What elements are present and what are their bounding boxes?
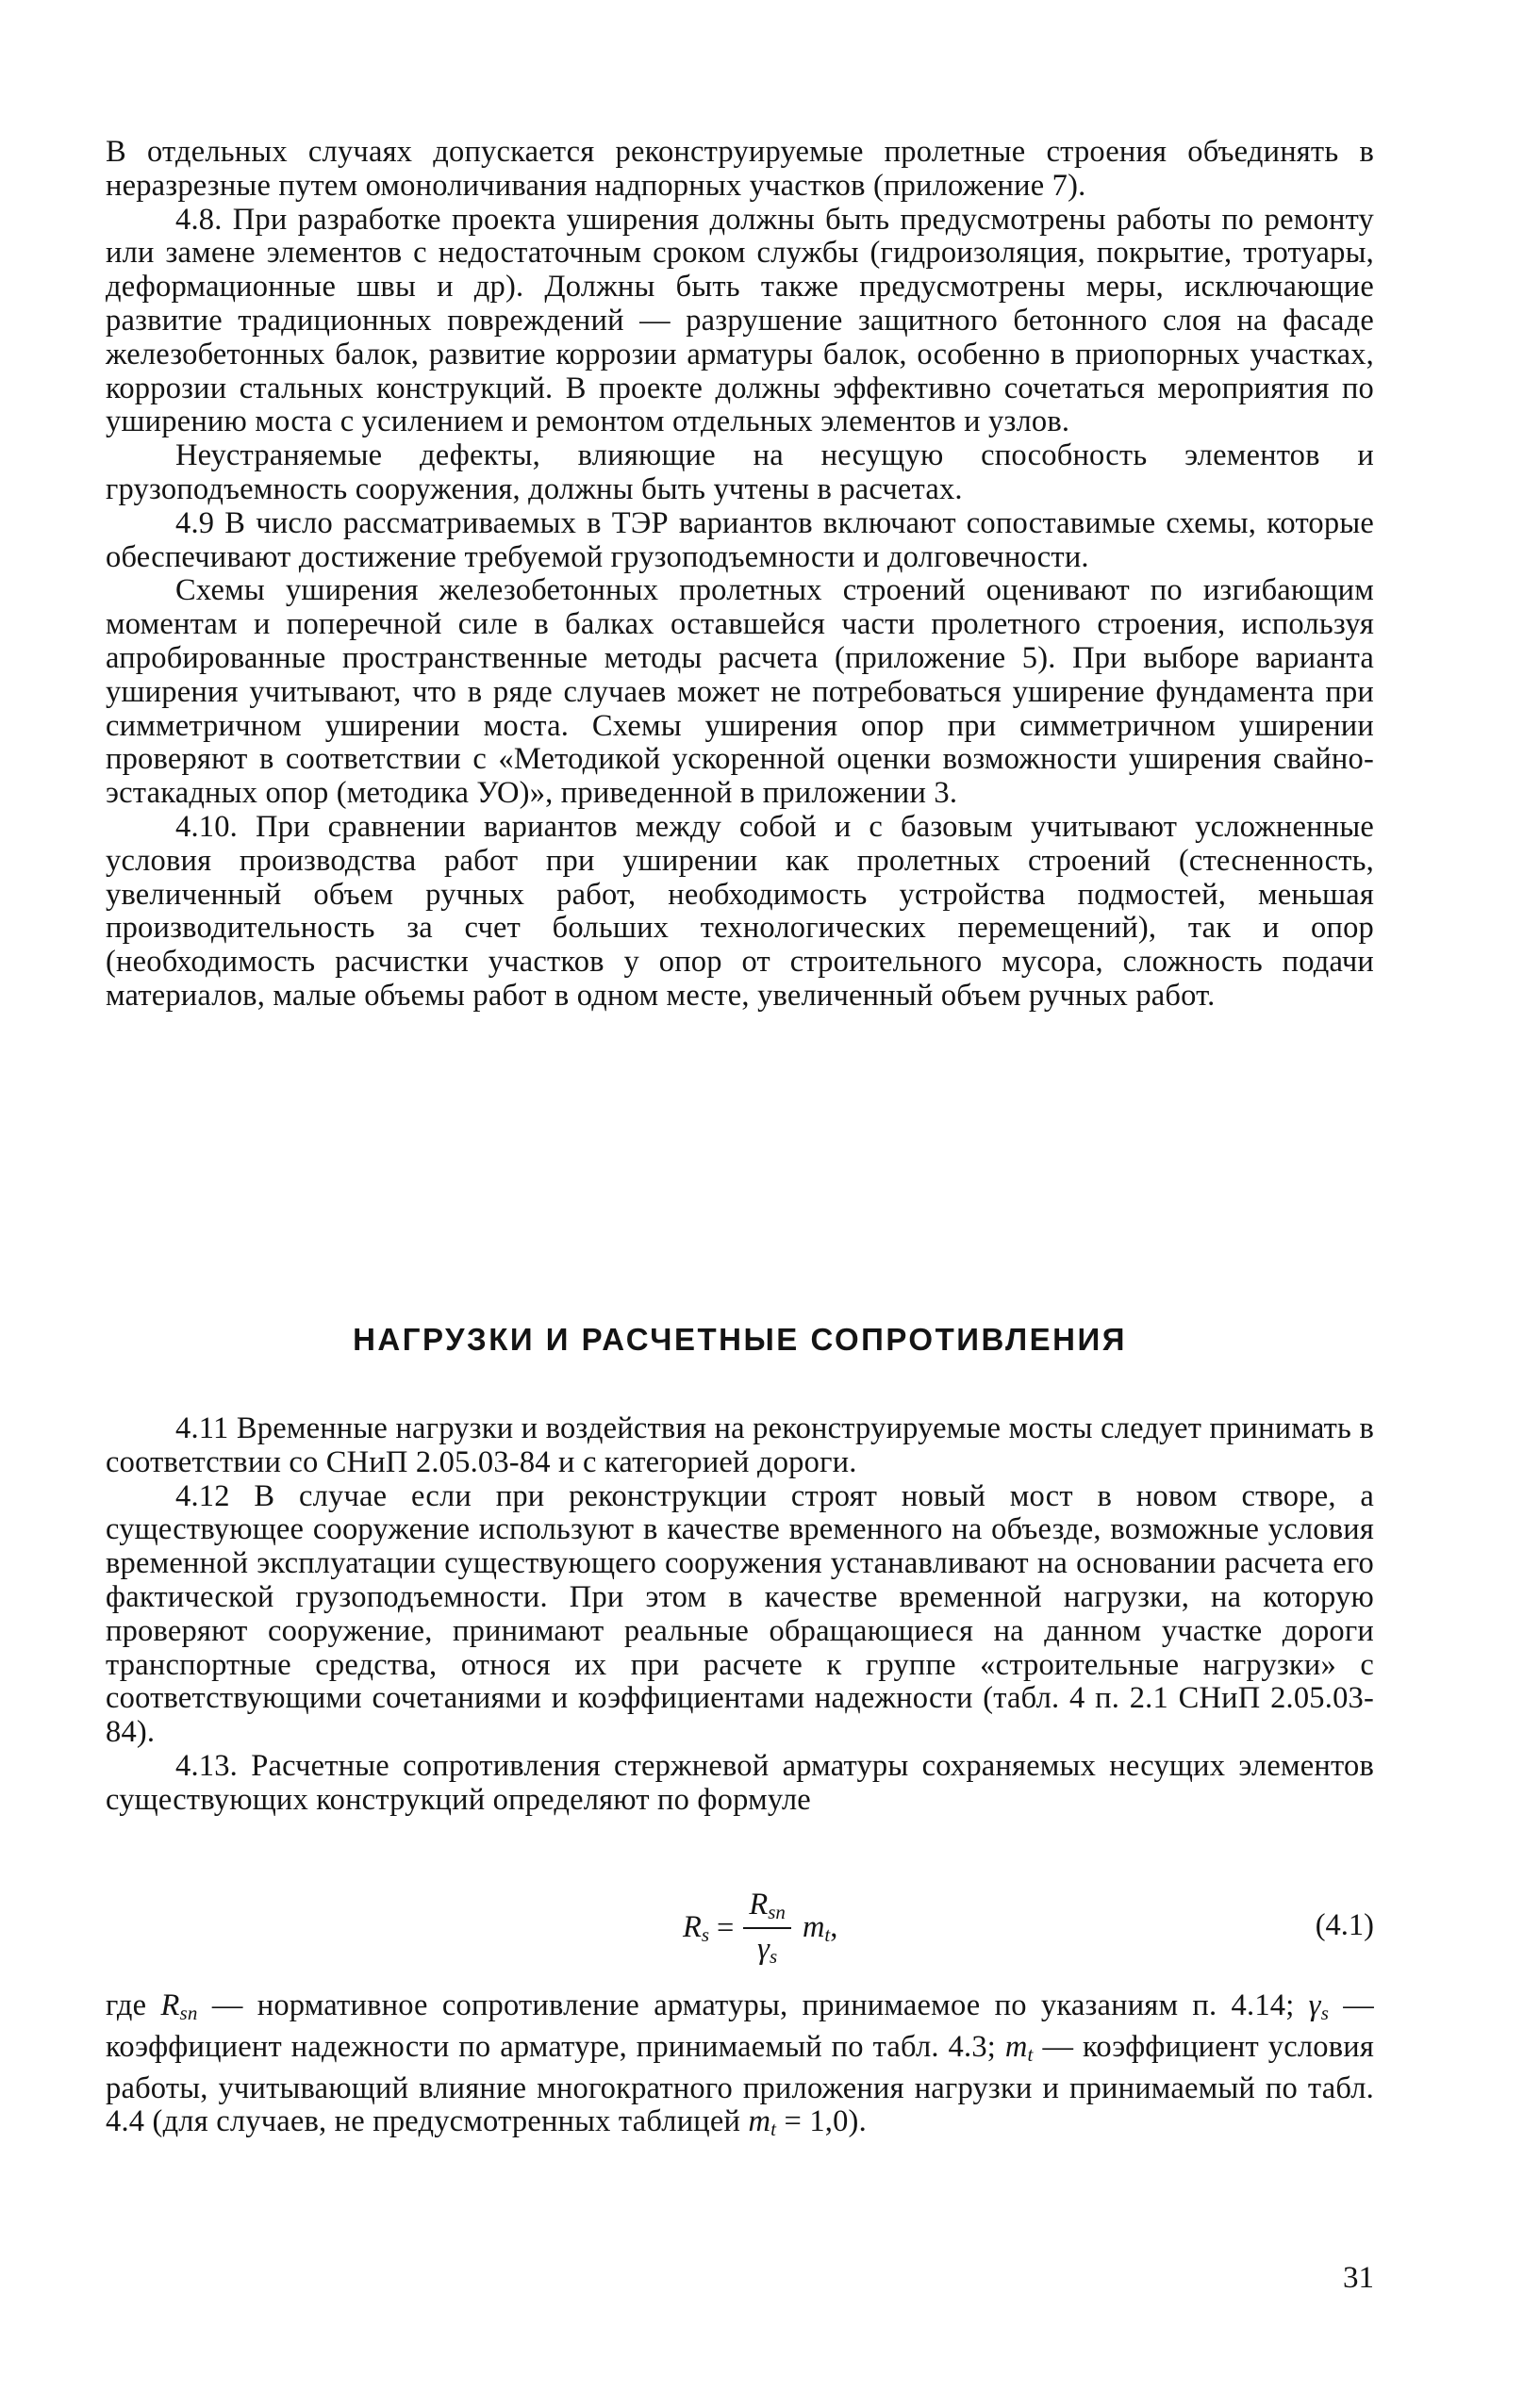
paragraph-4-11: 4.11 Временные нагрузки и воздействия на реконструируемые мосты следует принимать в соответствии со СНиП 2.05.03-84 и с категорией дороги.	[106, 1411, 1374, 1479]
formula-numerator: $R_{sn}$	[743, 1888, 791, 1929]
formula-lhs: $R_s$	[683, 1909, 710, 1946]
paragraph-4-8: 4.8. При разработке проекта уширения должны быть предусмотрены работы по ремонту или замене элементов с недостаточным сроком службы (гидроизоляция, покрытие, тротуары, деформационные швы и др). Должны быть также предусмотрены меры, исключающие развитие традиционных повреждений — разрушение защитного бетонного слоя на фасаде железобетонных балок, развитие коррозии арматуры балок, особенно в приопорных участках, коррозии стальных конструкций. В проекте должны эффективно сочетаться мероприятия по уширению моста с усилением и ремонтом отдельных элементов и узлов.	[106, 202, 1374, 439]
formula-denominator: $\gamma_s$	[757, 1932, 778, 1968]
formula-expression	[683, 1876, 837, 1980]
section-heading: НАГРУЗКИ И РАСЧЕТНЫЕ СОПРОТИВЛЕНИЯ	[353, 1322, 1127, 1357]
paragraph-4-12: 4.12 В случае если при реконструкции строят новый мост в новом створе, а существующее сооружение используют в качестве временного на объезде, возможные условия временной эксплуатации существующего сооружения устанавливают на основании расчета его фактической грузоподъемности. При этом в качестве временной нагрузки, на которую проверяют сооружение, принимают реальные обращающиеся на данном участке дороги транспортные средства, относя их при расчете к группе «строительные нагрузки» с соответствующими сочетаниями и коэффициентами надежности (табл. 4 п. 2.1 СНиП 2.05.03-84).	[106, 1478, 1374, 1750]
paragraph-defects: Неустраняемые дефекты, влияющие на несущую способность элементов и грузоподъемность сооружения, должны быть учтены в расчетах.	[106, 438, 1374, 506]
body-text-top	[106, 136, 1374, 1014]
paragraph-widening-schemes: Схемы уширения железобетонных пролетных строений оценивают по изгибающим моментам и поперечной силе в балках оставшейся части пролетного строения, используя апробированные пространственные методы расчета (приложение 5). При выборе варианта уширения учитывают, что в ряде случаев может не потребоваться уширение фундамента при симметричном уширении моста. Схемы уширения опор при симметричном уширении проверяют в соответствии с «Методикой ускоренной оценки возможности уширения свайно-эстакадных опор (методика УО)», приведенной в приложении 3.	[106, 573, 1374, 811]
paragraph-where: где $R_{sn}$ — нормативное сопротивление арматуры, принимаемое по указаниям п. 4.14; $\gamma_s$ — коэффициент надежности по арматуре, принимаемый по табл. 4.3; $m_t$ — коэффициент условия работы, учитывающий влияние многократного приложения нагрузки и принимаемый по табл. 4.4 (для случаев, не предусмотренных таблицей $m_t = 1,0$).	[106, 1988, 1374, 2141]
formula-equals: =	[717, 1910, 735, 1945]
formula-explanation	[106, 1989, 1374, 2147]
body-text-bottom	[106, 1412, 1374, 1818]
formula-fraction	[743, 1888, 791, 1969]
paragraph-4-13: 4.13. Расчетные сопротивления стержневой арматуры сохраняемых несущих элементов существующих конструкций определяют по формуле	[106, 1748, 1374, 1817]
paragraph-4-10: 4.10. При сравнении вариантов между собой и с базовым учитывают усложненные условия производства работ при уширении как пролетных строений (стесненность, увеличенный объем ручных работ, необходимость устройства подмостей, меньшая производительность за счет больших технологических перемещений), так и опор (необходимость расчистки участков у опор от строительного мусора, сложность подачи материалов, малые объемы работ в одном месте, увеличенный объем ручных работ.	[106, 809, 1374, 1013]
paragraph-continuation: В отдельных случаях допускается реконструируемые пролетные строения объединять в неразрезные путем омоноличивания надпорных участков (приложение 7).	[106, 135, 1374, 203]
formula-number: (4.1)	[1315, 1908, 1374, 1942]
formula-4-1	[106, 1876, 1374, 1980]
paragraph-4-9: 4.9 В число рассматриваемых в ТЭР вариантов включают сопоставимые схемы, которые обеспечивают достижение требуемой грузоподъемности и долговечности.	[106, 505, 1374, 574]
formula-factor: $m_t$,	[802, 1909, 838, 1946]
page-number: 31	[1343, 2261, 1374, 2295]
